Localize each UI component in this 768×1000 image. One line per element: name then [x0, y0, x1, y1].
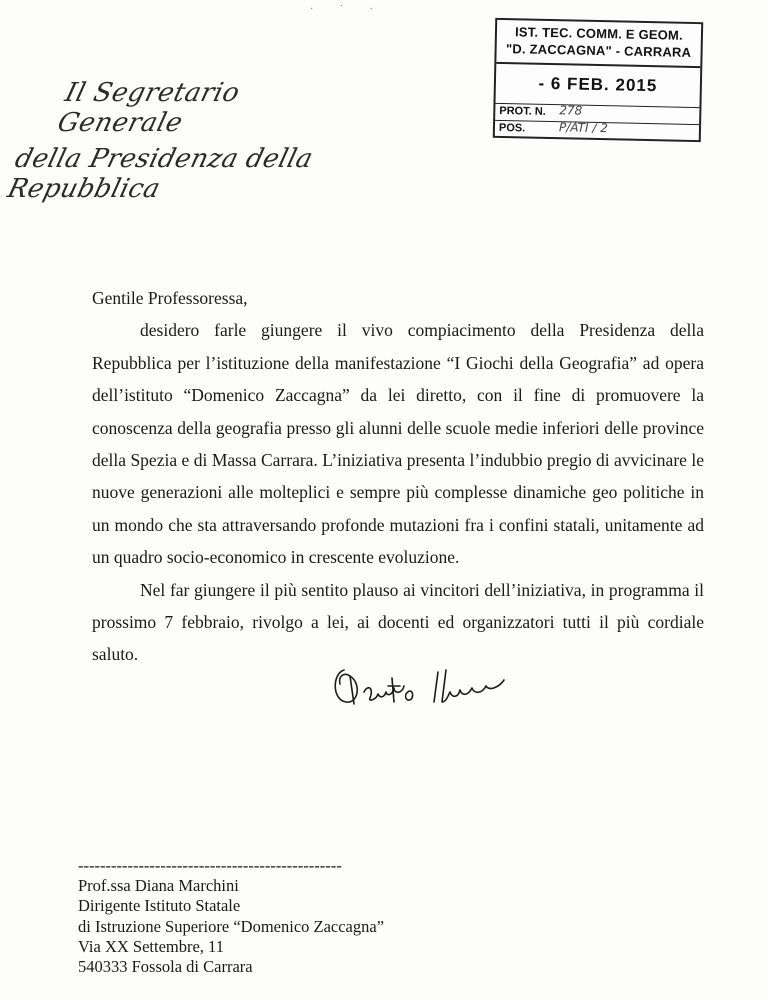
signature-scribble — [330, 664, 530, 708]
letter-paragraph-1: desidero farle giungere il vivo compiacimento della Presidenza della Repubblica per l’istituzione della manifestazione “I Giochi della Geografia” ad opera dell’istituto “Domenico Zaccagna” da lei diretto, con il fine di promuovere la conoscenza della geografia presso gli alunni delle scuole medie inferiori delle province della Spezia e di Massa Carrara. L’iniziativa presenta l’indubbio pregio di avvicinare le nuove generazioni alle molteplici e sempre più complesse dinamiche geo politiche in un mondo che sta attraversando profonde mutazioni fra i confini statali, unitamente ad un quadro socio-economico in crescente evoluzione. — [92, 320, 704, 568]
letterhead-subtitle: della Presidenza della Repubblica — [4, 144, 316, 204]
recipient-city: 540333 Fossola di Carrara — [78, 957, 253, 977]
stamp-prot-value: 278 — [559, 103, 583, 118]
page-specks: · ˙ · — [310, 4, 385, 15]
letter-paragraph-2: Nel far giungere il più sentito plauso ai vincitori dell’iniziativa, in programma il prossimo 7 febbraio, rivolgo a lei, ai docenti ed organizzatori tutti il più cordiale saluto. — [92, 579, 704, 665]
protocol-stamp — [493, 18, 703, 142]
letterhead — [0, 78, 360, 204]
stamp-header — [496, 20, 701, 68]
recipient-name: Prof.ssa Diana Marchini — [78, 876, 239, 896]
signature — [330, 664, 530, 713]
letter-body — [92, 282, 704, 671]
stamp-prot-label: PROT. N. — [499, 104, 546, 118]
stamp-date: - 6 FEB. 2015 — [495, 64, 700, 108]
recipient-block — [78, 856, 384, 977]
stamp-pos-label: POS. — [498, 121, 526, 135]
recipient-separator: ------------------------------------------------ — [78, 856, 342, 875]
stamp-pos-value: P/ATI / 2 — [558, 120, 608, 136]
letterhead-title: Il Segretario Generale — [54, 78, 243, 138]
recipient-institute: di Istruzione Superiore “Domenico Zaccagna” — [78, 916, 385, 936]
stamp-institute-line1: IST. TEC. COMM. E GEOM. — [514, 24, 684, 43]
stamp-institute-line2: "D. ZACCAGNA" - CARRARA — [505, 41, 692, 60]
recipient-role: Dirigente Istituto Statale — [78, 896, 241, 916]
letter-greeting: Gentile Professoressa, — [92, 288, 248, 308]
stamp-pos-row — [495, 120, 699, 140]
recipient-street: Via XX Settembre, 11 — [78, 936, 224, 956]
